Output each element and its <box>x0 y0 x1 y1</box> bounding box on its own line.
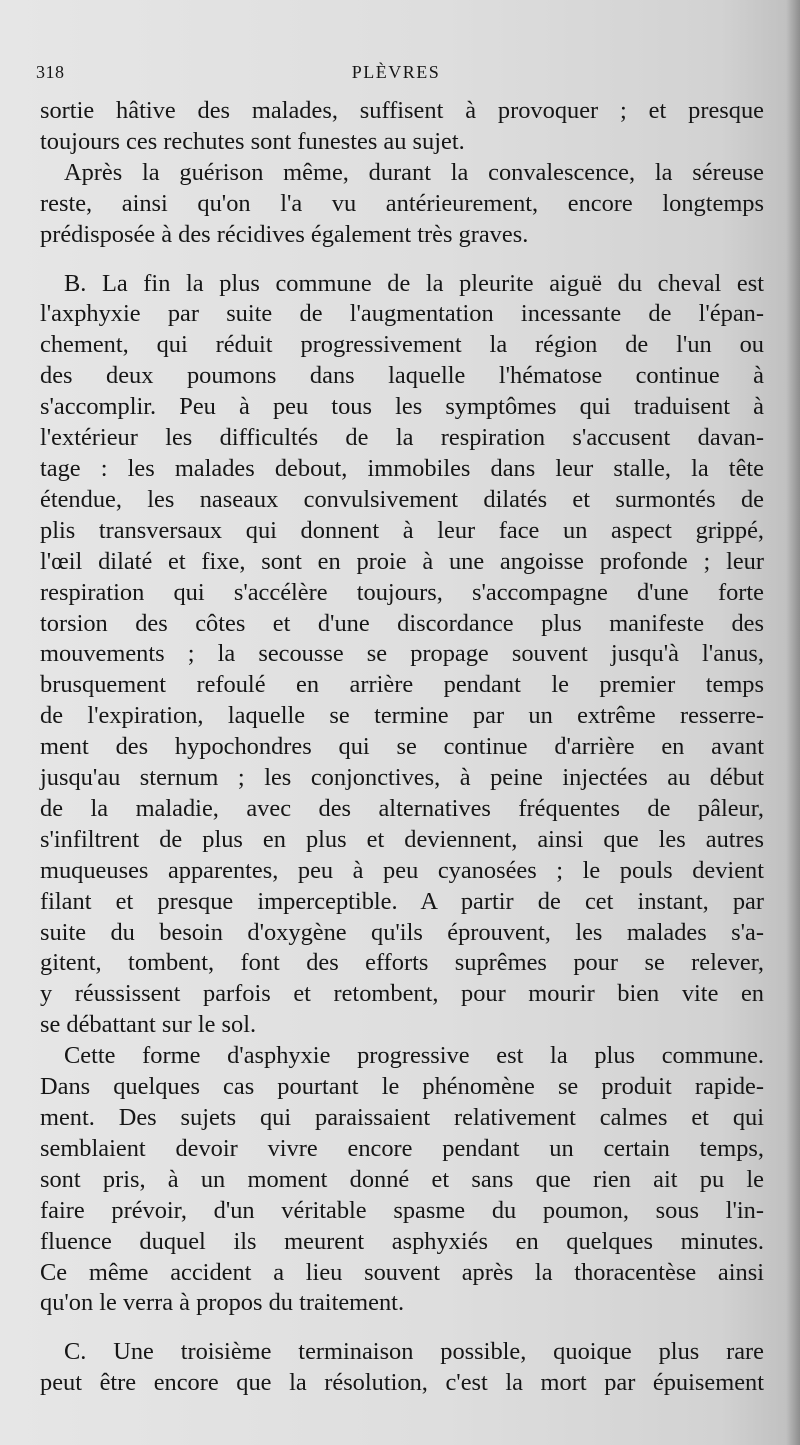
text-line: peut être encore que la résolution, c'est la mort par épuisement <box>40 1369 764 1397</box>
text-line: ment. Des sujets qui paraissaient relativement calmes et qui <box>40 1104 764 1131</box>
text-line: reste, ainsi qu'on l'a vu antérieurement, encore longtemps <box>40 189 764 217</box>
text-line: gitent, tombent, font des efforts suprêmes pour se relever, <box>40 949 764 977</box>
text-line: semblaient devoir vivre encore pendant un certain temps, <box>40 1134 764 1162</box>
text-line: des deux poumons dans laquelle l'hématose continue à <box>40 362 764 390</box>
text-line: Après la guérison même, durant la convalescence, la séreuse <box>64 158 764 186</box>
text-line: l'œil dilaté et fixe, sont en proie à une angoisse profonde ; leur <box>40 547 764 575</box>
text-line: suite du besoin d'oxygène qu'ils éprouvent, les malades s'a- <box>40 918 764 946</box>
text-line: Dans quelques cas pourtant le phénomène se produit rapide- <box>40 1073 764 1101</box>
text-line: prédisposée à des récidives également très graves. <box>40 220 529 248</box>
text-line: chement, qui réduit progressivement la région de l'un ou <box>40 331 764 359</box>
text-line: Cette forme d'asphyxie progressive est la plus commune. <box>64 1042 764 1070</box>
text-line: respiration qui s'accélère toujours, s'accompagne d'une forte <box>40 578 764 606</box>
text-line: l'extérieur les difficultés de la respiration s'accusent davan- <box>40 424 764 452</box>
text-line: étendue, les naseaux convulsivement dilatés et surmontés de <box>40 485 764 513</box>
text-line: toujours ces rechutes sont funestes au sujet. <box>40 127 465 155</box>
text-line: se débattant sur le sol. <box>40 1011 257 1039</box>
text-line: B. La fin la plus commune de la pleurite aiguë du cheval est <box>64 269 764 297</box>
text-line: filant et presque imperceptible. A partir de cet instant, par <box>40 887 764 915</box>
text-line: qu'on le verra à propos du traitement. <box>40 1289 405 1317</box>
text-line: sortie hâtive des malades, suffisent à provoquer ; et presque <box>40 97 764 124</box>
text-line: faire prévoir, d'un véritable spasme du poumon, sous l'in- <box>40 1196 764 1224</box>
running-title: PLÈVRES <box>351 62 441 82</box>
text-line: fluence duquel ils meurent asphyxiés en quelques minutes. <box>40 1227 764 1255</box>
text-line: s'infiltrent de plus en plus et deviennent, ainsi que les autres <box>40 825 764 853</box>
page-header <box>36 58 756 88</box>
text-line: brusquement refoulé en arrière pendant le premier temps <box>40 671 764 699</box>
text-line: C. Une troisième terminaison possible, quoique plus rare <box>64 1338 764 1366</box>
text-line: plis transversaux qui donnent à leur face un aspect grippé, <box>40 516 764 544</box>
text-line: tage : les malades debout, immobiles dans leur stalle, la tête <box>40 454 764 482</box>
text-line: muqueuses apparentes, peu à peu cyanosées ; le pouls devient <box>40 856 764 884</box>
text-line: jusqu'au sternum ; les conjonctives, à peine injectées au début <box>40 764 764 792</box>
text-line: sont pris, à un moment donné et sans que rien ait pu le <box>40 1165 764 1193</box>
page-number: 318 <box>36 62 65 82</box>
text-line: s'accomplir. Peu à peu tous les symptômes qui traduisent à <box>40 393 764 421</box>
text-line: mouvements ; la secousse se propage souvent jusqu'à l'anus, <box>40 640 764 668</box>
body-text <box>40 96 764 1399</box>
text-line: y réussissent parfois et retombent, pour mourir bien vite en <box>40 980 764 1008</box>
text-line: de la maladie, avec des alternatives fréquentes de pâleur, <box>40 794 764 822</box>
text-line: ment des hypochondres qui se continue d'arrière en avant <box>40 733 764 761</box>
text-line: l'axphyxie par suite de l'augmentation incessante de l'épan- <box>40 300 764 328</box>
text-line: de l'expiration, laquelle se termine par un extrême resserre- <box>40 702 764 730</box>
text-line: torsion des côtes et d'une discordance plus manifeste des <box>40 609 764 637</box>
text-line: Ce même accident a lieu souvent après la thoracentèse ainsi <box>40 1258 764 1286</box>
